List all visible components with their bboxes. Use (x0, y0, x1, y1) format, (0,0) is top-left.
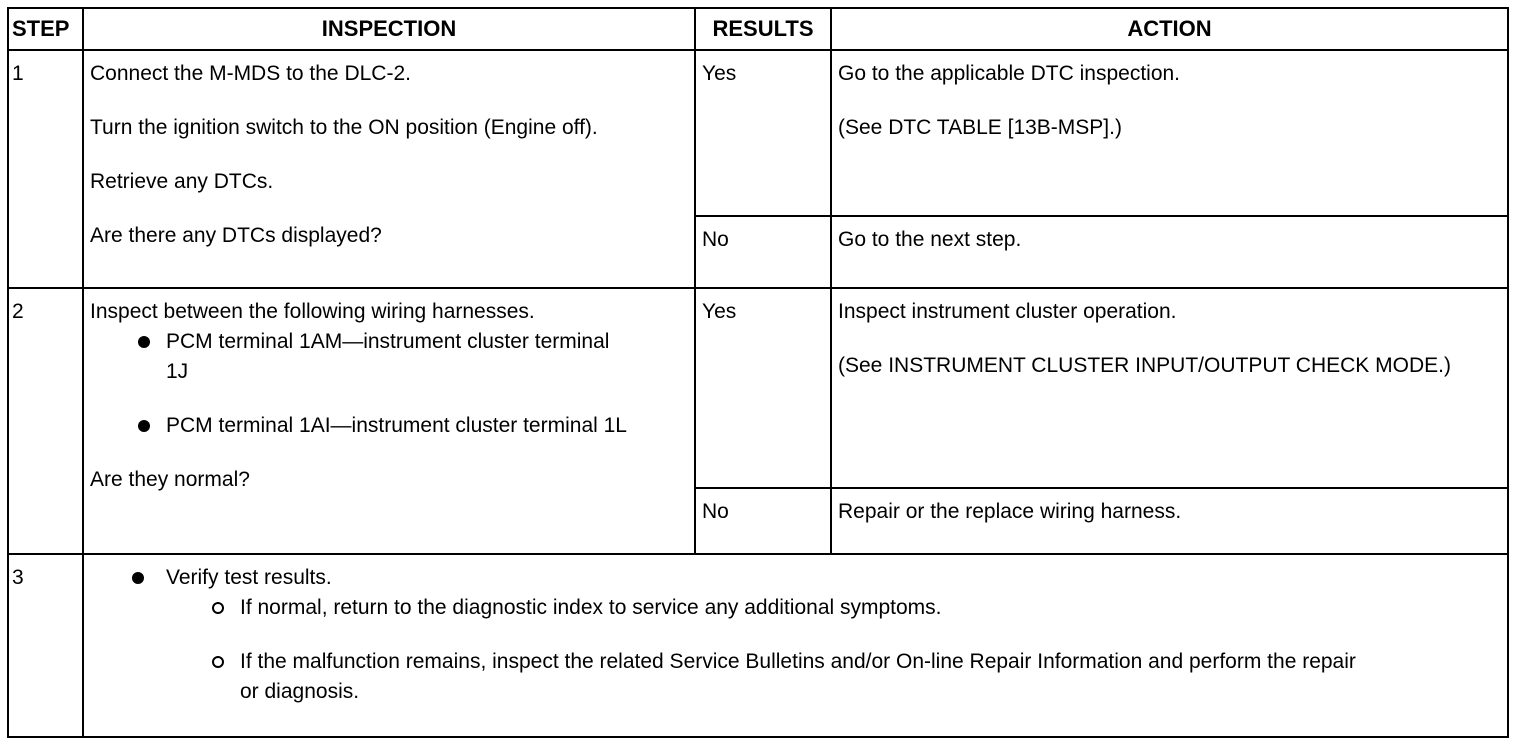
bullet-icon (138, 336, 150, 348)
header-row (8, 8, 1508, 50)
step1-action-line: Go to the applicable DTC inspection. (838, 62, 1181, 85)
step1-inspection (83, 50, 695, 288)
step1-action-yes (831, 50, 1508, 216)
header-step: STEP (8, 8, 83, 50)
step2-harness-list (90, 327, 688, 441)
step1-inspection-line: Connect the M-MDS to the DLC-2. (90, 62, 411, 85)
step1-result-yes: Yes (695, 50, 831, 216)
step2-inspection (83, 288, 695, 554)
step1-action-no: Go to the next step. (831, 216, 1508, 288)
step3-sub-text: If the malfunction remains, inspect the related Service Bulletins and/or On-line Repair Information and perform the repair or diagnosis. (240, 650, 1356, 703)
step1-inspection-line: Are there any DTCs displayed? (90, 224, 382, 247)
step1-row-yes (8, 50, 1508, 216)
diagnostic-procedure-sheet (7, 7, 1507, 738)
step1-result-no: No (695, 216, 831, 288)
step2-row-yes (8, 288, 1508, 488)
step2-result-no: No (695, 488, 831, 554)
step2-number: 2 (8, 288, 83, 554)
step2-harness-item (90, 411, 628, 441)
step2-harness-text: PCM terminal 1AI—instrument cluster terminal 1L (166, 414, 627, 437)
step3-sublist (90, 593, 1501, 707)
step3-number: 3 (8, 554, 83, 737)
step2-action-yes (831, 288, 1508, 488)
step3-sub-item (90, 593, 1501, 623)
step3-sub-text: If normal, return to the diagnostic index to service any additional symptoms. (240, 596, 942, 619)
header-inspection: INSPECTION (83, 8, 695, 50)
step3-list (90, 563, 1501, 593)
step3-row (8, 554, 1508, 737)
step3-sub-item (90, 647, 1501, 707)
step2-harness-text: PCM terminal 1AM—instrument cluster terminal 1J (166, 330, 610, 383)
step3-content (83, 554, 1508, 737)
diagnostic-table (7, 7, 1509, 738)
bullet-icon (132, 572, 144, 584)
step2-intro: Inspect between the following wiring harnesses. (90, 300, 535, 323)
bullet-icon (138, 420, 150, 432)
step1-inspection-line: Turn the ignition switch to the ON position (Engine off). (90, 116, 598, 139)
step2-action-no: Repair or the replace wiring harness. (831, 488, 1508, 554)
step2-question: Are they normal? (90, 468, 250, 491)
step2-result-yes: Yes (695, 288, 831, 488)
step2-action-line: (See INSTRUMENT CLUSTER INPUT/OUTPUT CHECK MODE.) (838, 354, 1451, 377)
step1-action-line: (See DTC TABLE [13B-MSP].) (838, 116, 1122, 139)
step1-number: 1 (8, 50, 83, 288)
hollow-bullet-icon (212, 602, 224, 614)
step3-bullet (90, 563, 1501, 593)
step2-action-line: Inspect instrument cluster operation. (838, 300, 1177, 323)
header-results: RESULTS (695, 8, 831, 50)
step3-bullet-text: Verify test results. (166, 566, 332, 589)
step2-harness-item (90, 327, 628, 387)
header-action: ACTION (831, 8, 1508, 50)
step1-inspection-line: Retrieve any DTCs. (90, 170, 274, 193)
hollow-bullet-icon (212, 656, 224, 668)
